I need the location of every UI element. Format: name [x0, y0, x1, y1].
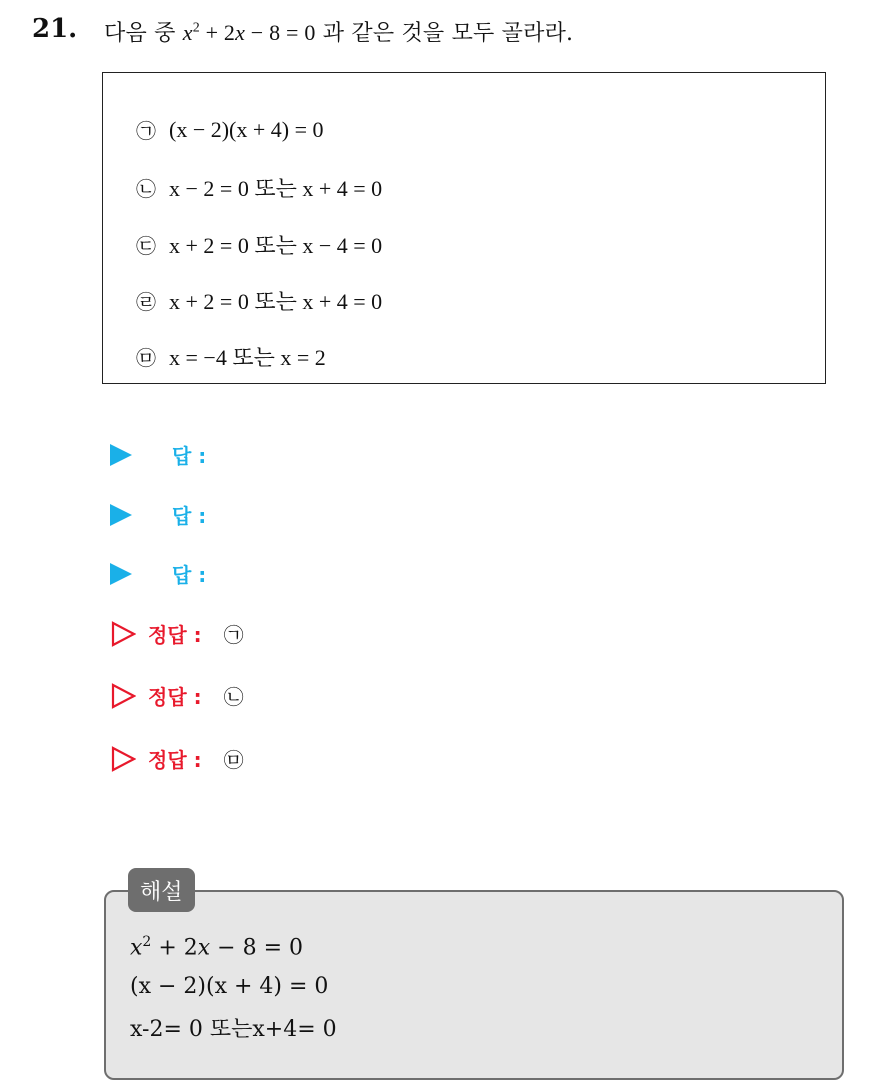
choice-expression: (x − 2)(x + 4) = 0	[169, 116, 324, 142]
correct-answer-3	[110, 744, 244, 773]
choice-4	[133, 285, 382, 316]
solution-line-2: (x − 2)(x + 4) = 0	[130, 974, 329, 999]
choice-2	[133, 172, 382, 203]
question-text	[104, 16, 573, 47]
solution-line-3: x-2= 0 또는x+4= 0	[130, 1017, 337, 1042]
solution-tag: 해설	[128, 868, 195, 912]
choice-3	[133, 229, 382, 260]
choice-mark: ㉠	[136, 119, 156, 143]
correct-answer-2	[110, 681, 244, 710]
question-equation-tail: − 8 = 0	[245, 20, 316, 45]
solution-line1-c: − 8 = 0	[210, 935, 304, 961]
choice-expression: x = −4 또는 x = 2	[169, 345, 326, 370]
question-equation-x: x	[182, 20, 193, 45]
question-prefix: 다음 중	[104, 21, 183, 46]
question-equation-sup: 2	[192, 20, 200, 36]
question-suffix: 과 같은 것을 모두 골라라.	[315, 21, 574, 46]
correct-value: ㉤	[223, 748, 244, 772]
solution-line1-sup: 2	[142, 934, 152, 950]
answer-line-1[interactable]	[110, 440, 206, 469]
answer-line-2[interactable]	[110, 500, 206, 529]
correct-value: ㉡	[223, 685, 244, 709]
correct-label: 정답 :	[148, 685, 202, 709]
play-triangle-icon	[110, 504, 132, 526]
question-number: 21.	[32, 14, 78, 44]
answer-line-3[interactable]	[110, 559, 206, 588]
correct-answer-1	[110, 619, 244, 648]
choice-mark: ㉡	[136, 177, 156, 201]
solution-line1-x: x	[130, 935, 143, 961]
choice-expression: x − 2 = 0 또는 x + 4 = 0	[169, 176, 383, 201]
choices-box	[102, 72, 826, 384]
solution-line1-x2: x	[197, 935, 211, 961]
outline-triangle-icon	[110, 683, 136, 709]
choice-mark: ㉣	[136, 290, 156, 314]
correct-value: ㉠	[223, 623, 244, 647]
play-triangle-icon	[110, 563, 132, 585]
choice-expression: x + 2 = 0 또는 x − 4 = 0	[169, 233, 383, 258]
choice-mark: ㉢	[136, 234, 156, 258]
play-triangle-icon	[110, 444, 132, 466]
choice-mark: ㉤	[136, 346, 156, 370]
answer-label: 답 :	[172, 563, 207, 587]
choice-1	[133, 115, 324, 144]
correct-label: 정답 :	[148, 623, 202, 647]
choice-expression: x + 2 = 0 또는 x + 4 = 0	[169, 289, 383, 314]
answer-label: 답 :	[172, 444, 207, 468]
solution-line-1	[130, 934, 303, 960]
outline-triangle-icon	[110, 746, 136, 772]
question-equation-rest: + 2	[199, 20, 236, 45]
question-equation-x2: x	[235, 20, 246, 45]
choice-5	[133, 341, 326, 372]
outline-triangle-icon	[110, 621, 136, 647]
solution-line1-b: + 2	[151, 935, 198, 961]
correct-label: 정답 :	[148, 748, 202, 772]
answer-label: 답 :	[172, 504, 207, 528]
